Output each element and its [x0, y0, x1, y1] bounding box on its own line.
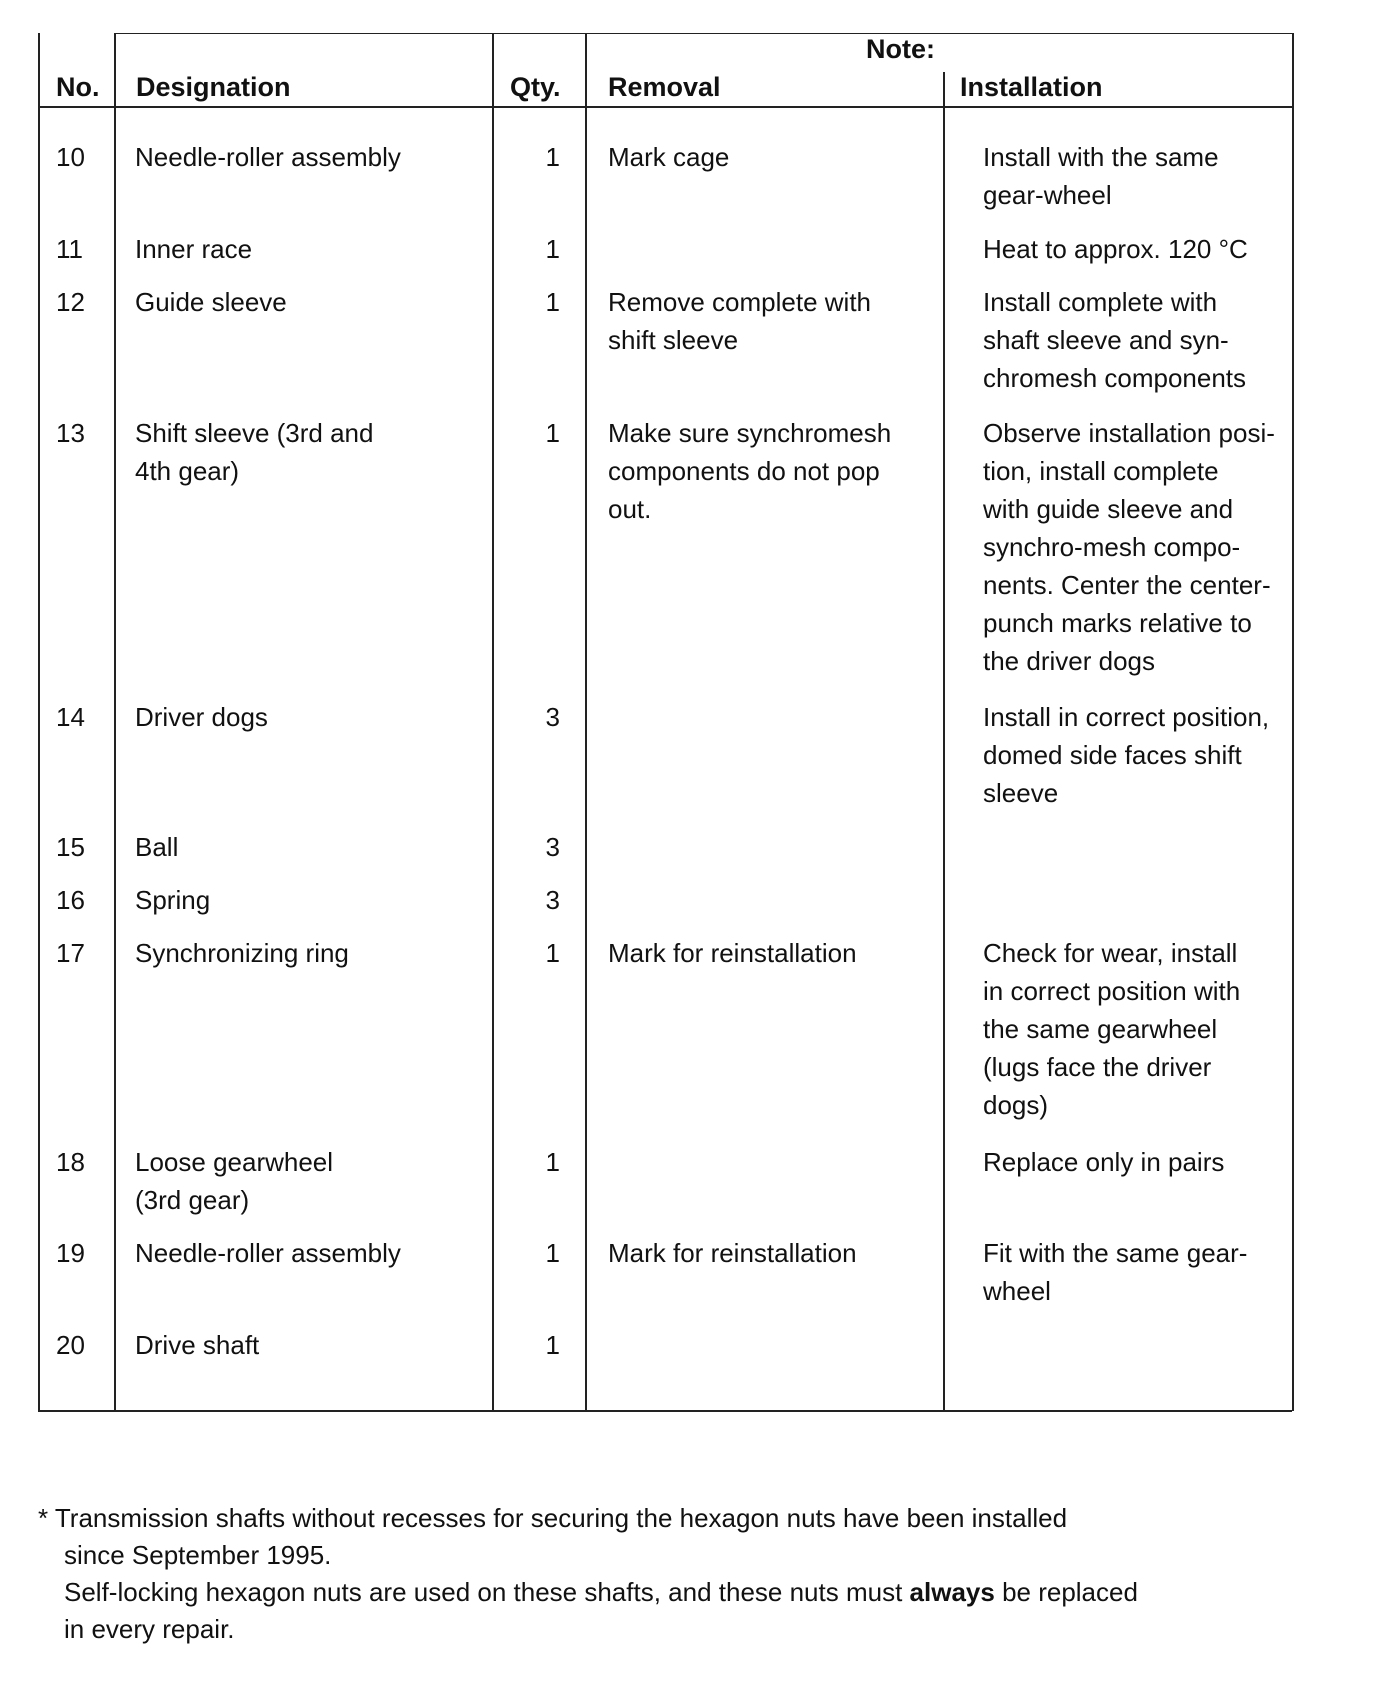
footnote-marker: *: [38, 1503, 49, 1533]
header-no: No.: [56, 72, 100, 102]
row-installation-note: Heat to approx. 120 °C: [983, 234, 1248, 264]
header-removal: Removal: [608, 72, 721, 102]
row-removal-note: Make sure synchromesh: [608, 418, 892, 448]
row-number: 10: [56, 142, 85, 172]
table-right-border: [1292, 33, 1294, 1411]
col-divider-designation: [492, 33, 494, 1411]
row-removal-note: Mark for reinstallation: [608, 1238, 857, 1268]
row-installation-note: Observe installation posi-: [983, 418, 1275, 448]
footnote-line-3: [38, 1574, 1138, 1611]
row-installation-note: the same gearwheel: [983, 1014, 1218, 1044]
header-designation: Designation: [136, 72, 291, 102]
row-designation: Synchronizing ring: [135, 938, 349, 968]
row-designation: Needle-roller assembly: [135, 1238, 401, 1268]
row-designation: Inner race: [135, 234, 253, 264]
table-left-border: [38, 33, 40, 1411]
row-installation-note: Check for wear, install: [983, 938, 1238, 968]
footnote: [38, 1500, 1138, 1648]
footnote-line-2: since September 1995.: [64, 1540, 332, 1570]
header-bottom-rule: [38, 106, 1292, 108]
row-quantity: 3: [545, 885, 560, 915]
row-quantity: 1: [545, 142, 560, 172]
row-designation: Loose gearwheel: [135, 1147, 334, 1177]
table-bottom-rule: [38, 1410, 1292, 1412]
row-number: 16: [56, 885, 85, 915]
row-number: 17: [56, 938, 85, 968]
row-removal-note: Remove complete with: [608, 287, 871, 317]
row-installation-note: tion, install complete: [983, 456, 1219, 486]
row-installation-note: domed side faces shift: [983, 740, 1242, 770]
col-divider-removal: [943, 72, 945, 1411]
row-removal-note: Mark cage: [608, 142, 730, 172]
row-designation: 4th gear): [135, 456, 240, 486]
table-top-rule: [114, 33, 1294, 34]
row-quantity: 1: [545, 287, 560, 317]
row-removal-note: components do not pop: [608, 456, 880, 486]
row-number: 12: [56, 287, 85, 317]
footnote-emphasis: always: [909, 1577, 995, 1607]
row-designation: Drive shaft: [135, 1330, 260, 1360]
header-qty: Qty.: [510, 72, 561, 102]
footnote-line-1: [38, 1500, 1138, 1537]
row-removal-note: shift sleeve: [608, 325, 739, 355]
row-installation-note: synchro-mesh compo-: [983, 532, 1241, 562]
row-quantity: 3: [545, 702, 560, 732]
row-installation-note: sleeve: [983, 778, 1059, 808]
row-quantity: 3: [545, 832, 560, 862]
row-designation: Driver dogs: [135, 702, 268, 732]
row-installation-note: punch marks relative to: [983, 608, 1252, 638]
row-installation-note: Install in correct position,: [983, 702, 1270, 732]
row-installation-note: with guide sleeve and: [983, 494, 1234, 524]
row-installation-note: dogs): [983, 1090, 1049, 1120]
row-designation: Ball: [135, 832, 179, 862]
row-installation-note: Install complete with: [983, 287, 1218, 317]
row-installation-note: in correct position with: [983, 976, 1241, 1006]
row-number: 13: [56, 418, 85, 448]
row-number: 15: [56, 832, 85, 862]
row-number: 18: [56, 1147, 85, 1177]
row-removal-note: Mark for reinstallation: [608, 938, 857, 968]
row-installation-note: chromesh components: [983, 363, 1247, 393]
row-quantity: 1: [545, 1238, 560, 1268]
row-quantity: 1: [545, 1330, 560, 1360]
row-installation-note: the driver dogs: [983, 646, 1155, 676]
row-number: 14: [56, 702, 85, 732]
footnote-text-1: Transmission shafts without recesses for securing the hexagon nuts have been installed: [54, 1503, 1068, 1533]
row-quantity: 1: [545, 234, 560, 264]
row-installation-note: Install with the same: [983, 142, 1219, 172]
row-designation: Needle-roller assembly: [135, 142, 401, 172]
footnote-text-3b: be replaced: [1002, 1577, 1138, 1607]
row-installation-note: Replace only in pairs: [983, 1147, 1225, 1177]
footnote-text-3a: Self-locking hexagon nuts are used on these shafts, and these nuts must: [64, 1577, 903, 1607]
row-designation: Shift sleeve (3rd and: [135, 418, 374, 448]
col-divider-no: [114, 33, 116, 1411]
row-installation-note: (lugs face the driver: [983, 1052, 1212, 1082]
row-designation: Guide sleeve: [135, 287, 287, 317]
row-installation-note: Fit with the same gear-: [983, 1238, 1248, 1268]
row-designation: Spring: [135, 885, 211, 915]
row-installation-note: wheel: [983, 1276, 1051, 1306]
row-number: 19: [56, 1238, 85, 1268]
header-installation: Installation: [960, 72, 1103, 102]
row-installation-note: nents. Center the center-: [983, 570, 1271, 600]
header-note: Note:: [866, 34, 935, 64]
row-number: 11: [56, 234, 83, 264]
row-removal-note: out.: [608, 494, 652, 524]
row-quantity: 1: [545, 938, 560, 968]
col-divider-qty: [585, 33, 587, 1411]
row-installation-note: shaft sleeve and syn-: [983, 325, 1229, 355]
row-installation-note: gear-wheel: [983, 180, 1112, 210]
footnote-line-4: in every repair.: [64, 1614, 235, 1644]
row-quantity: 1: [545, 1147, 560, 1177]
row-designation: (3rd gear): [135, 1185, 250, 1215]
row-number: 20: [56, 1330, 85, 1360]
row-quantity: 1: [545, 418, 560, 448]
